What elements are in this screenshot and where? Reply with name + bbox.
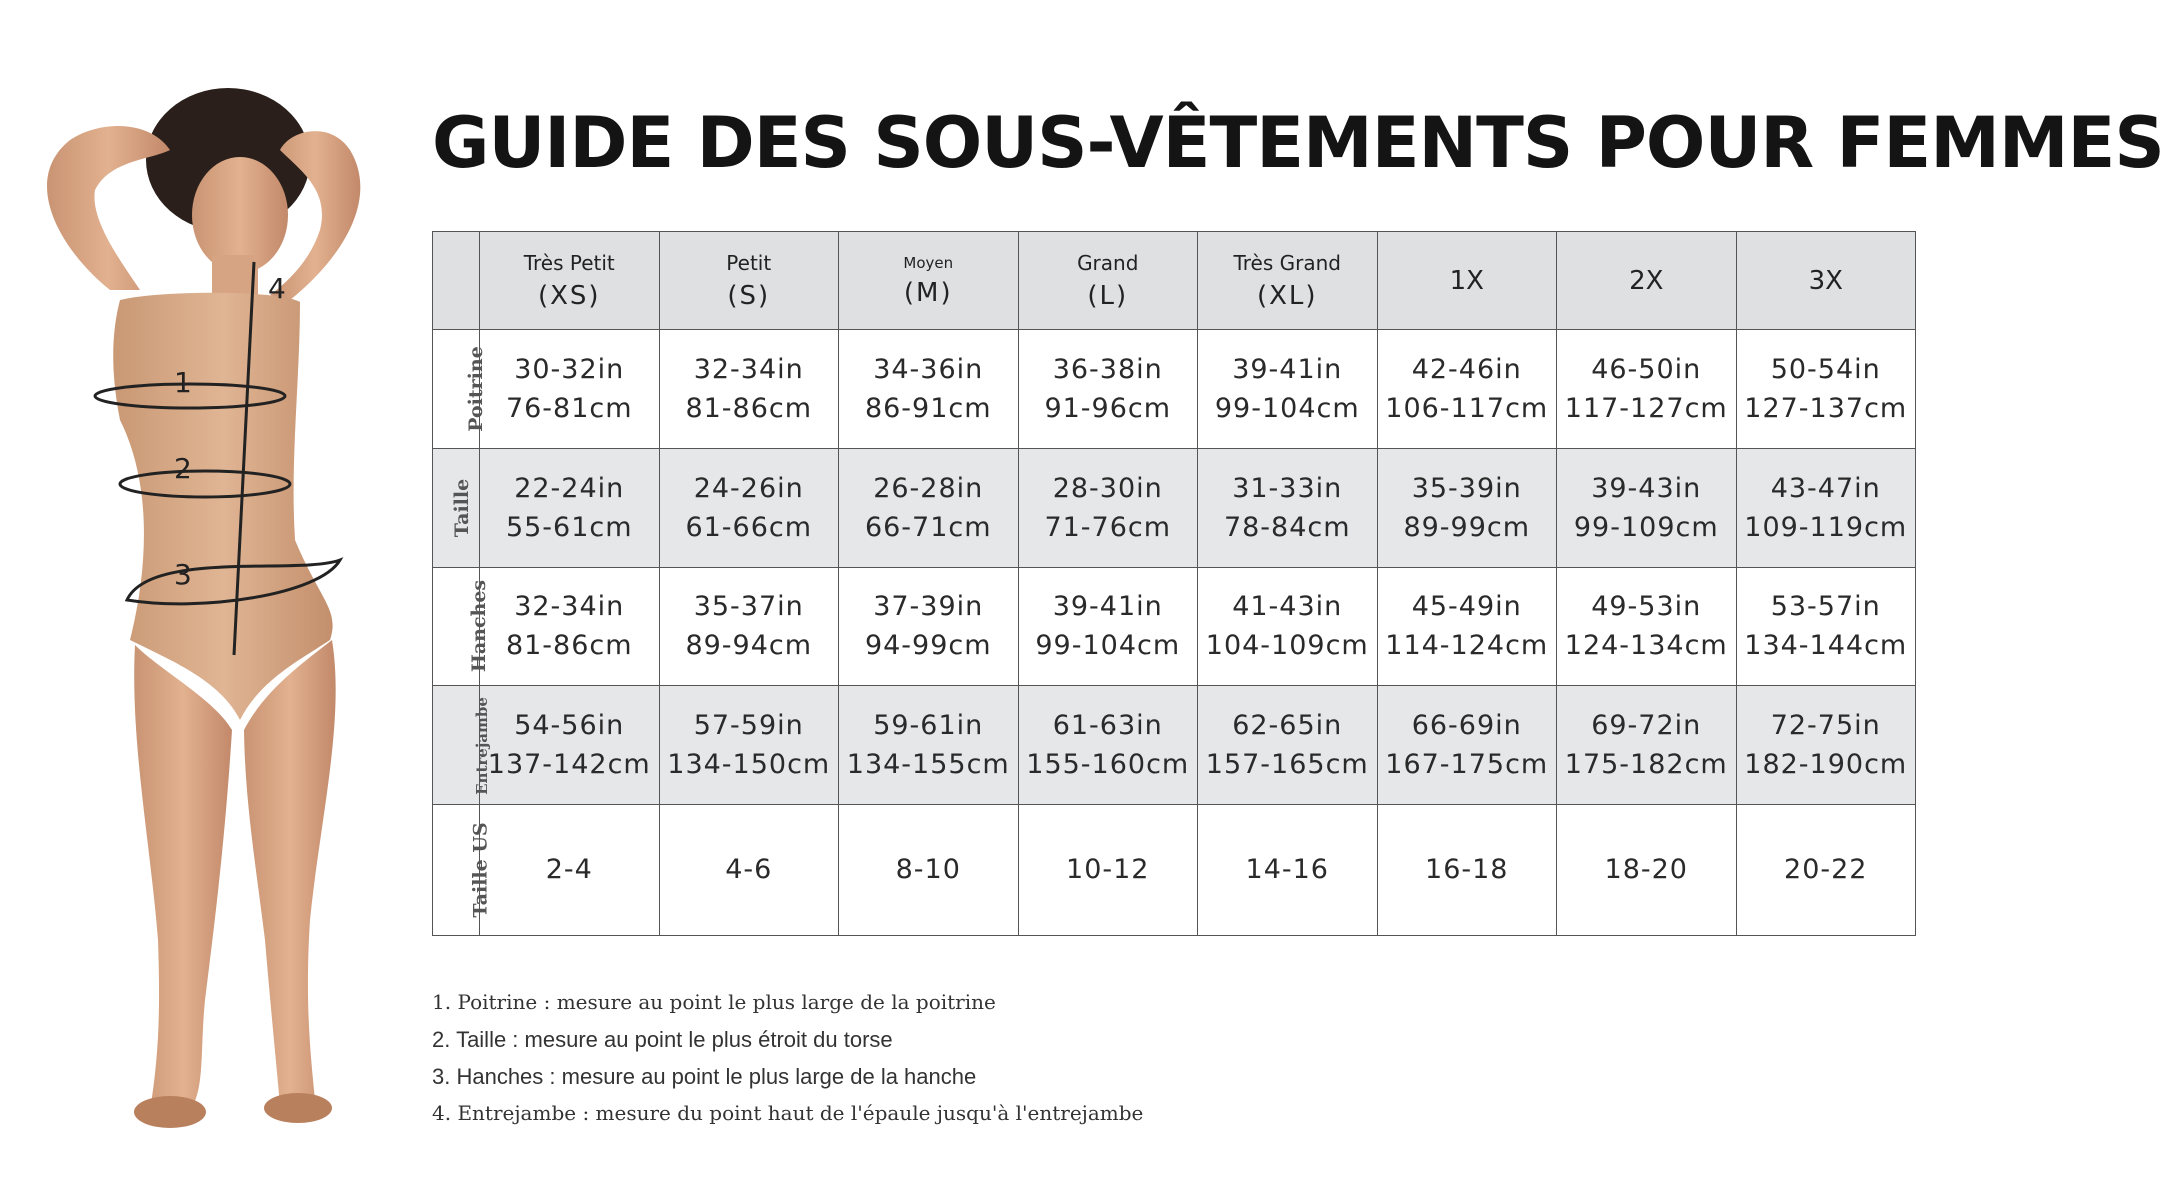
note-item: 3. Hanches : mesure au point le plus large de la hanche <box>432 1064 977 1089</box>
col-header-l <box>1018 232 1198 330</box>
value-cm: 61-66cm <box>685 511 813 543</box>
value-cm: 55-61cm <box>505 511 633 543</box>
table-cell <box>839 567 1019 686</box>
value-cm: 109-119cm <box>1744 511 1908 543</box>
corner-cell <box>433 232 480 330</box>
col-code: (S) <box>727 280 771 311</box>
col-name: 2X <box>1629 265 1664 296</box>
value-inches: 61-63in <box>1052 710 1163 742</box>
value-cm: 134-155cm <box>846 749 1010 781</box>
table-cell <box>1018 567 1198 686</box>
value-cm: 99-109cm <box>1573 511 1719 543</box>
row-label-cell <box>433 686 491 805</box>
value-inches: 66-69in <box>1411 710 1522 742</box>
table-row <box>433 567 1916 686</box>
value-inches: 36-38in <box>1052 353 1163 385</box>
table-cell <box>1557 686 1737 805</box>
row-label-cell <box>433 448 480 567</box>
value-inches: 35-39in <box>1411 472 1522 504</box>
table-cell <box>1736 330 1916 449</box>
table-cell <box>839 448 1019 567</box>
table-cell <box>480 448 660 567</box>
col-code: (XS) <box>537 280 601 311</box>
note-item: 4. Entrejambe : mesure du point haut de l'épaule jusqu'à l'entrejambe <box>432 1101 1144 1125</box>
us-size-cell: 10-12 <box>1018 805 1198 936</box>
value-cm: 99-104cm <box>1214 392 1360 424</box>
value-cm: 94-99cm <box>864 630 992 662</box>
table-cell <box>1198 567 1378 686</box>
value-cm: 81-86cm <box>685 392 813 424</box>
value-inches: 22-24in <box>514 472 625 504</box>
col-header-m <box>839 232 1019 330</box>
left-leg <box>134 645 232 1110</box>
left-arm <box>47 126 170 290</box>
table-cell <box>1198 686 1378 805</box>
value-inches: 39-43in <box>1591 472 1702 504</box>
row-label: Taille <box>451 478 474 537</box>
table-cell <box>1736 448 1916 567</box>
value-inches: 41-43in <box>1232 591 1343 623</box>
note-item: 1. Poitrine : mesure au point le plus large de la poitrine <box>432 990 996 1014</box>
value-inches: 32-34in <box>514 591 625 623</box>
table-cell <box>1018 330 1198 449</box>
col-name: Petit <box>726 250 772 275</box>
col-header-2x <box>1557 232 1737 330</box>
us-size-cell: 2-4 <box>480 805 660 936</box>
table-cell <box>839 686 1019 805</box>
value-cm: 134-144cm <box>1744 630 1908 662</box>
value-inches: 37-39in <box>873 591 984 623</box>
value-cm: 127-137cm <box>1744 392 1908 424</box>
value-inches: 62-65in <box>1232 710 1343 742</box>
row-label-cell <box>433 805 492 936</box>
model-measurement-figure <box>0 40 420 1140</box>
table-cell <box>1736 567 1916 686</box>
row-label: Hanches <box>468 580 491 673</box>
us-size-row <box>433 805 1916 936</box>
table-cell <box>1377 686 1557 805</box>
marker-4: 4 <box>268 272 286 305</box>
value-cm: 117-127cm <box>1564 392 1728 424</box>
table-cell <box>1736 686 1916 805</box>
table-cell <box>1198 448 1378 567</box>
value-cm: 104-109cm <box>1205 630 1369 662</box>
right-leg <box>244 640 336 1105</box>
value-cm: 106-117cm <box>1385 392 1549 424</box>
value-cm: 76-81cm <box>505 392 633 424</box>
table-cell <box>659 567 839 686</box>
value-cm: 134-150cm <box>667 749 831 781</box>
value-cm: 114-124cm <box>1385 630 1549 662</box>
row-label: Taille US <box>469 822 492 918</box>
size-header-row <box>433 232 1916 330</box>
col-name: Très Grand <box>1233 250 1341 275</box>
value-inches: 35-37in <box>693 591 804 623</box>
table-cell <box>480 686 660 805</box>
table-row <box>433 330 1916 449</box>
value-inches: 45-49in <box>1411 591 1522 623</box>
table-cell <box>839 330 1019 449</box>
col-header-3x <box>1736 232 1916 330</box>
table-row <box>433 686 1916 805</box>
row-label: Poitrine <box>464 346 487 432</box>
us-size-cell: 18-20 <box>1557 805 1737 936</box>
value-cm: 78-84cm <box>1223 511 1351 543</box>
table-cell <box>1018 448 1198 567</box>
value-cm: 137-142cm <box>487 749 651 781</box>
value-cm: 81-86cm <box>505 630 633 662</box>
value-inches: 54-56in <box>514 710 625 742</box>
table-row <box>433 448 1916 567</box>
value-cm: 155-160cm <box>1026 749 1190 781</box>
table-cell <box>1557 567 1737 686</box>
value-inches: 26-28in <box>873 472 984 504</box>
value-inches: 39-41in <box>1052 591 1163 623</box>
value-inches: 28-30in <box>1052 472 1163 504</box>
value-inches: 50-54in <box>1770 353 1881 385</box>
us-size-cell: 8-10 <box>839 805 1019 936</box>
table-cell <box>1557 448 1737 567</box>
marker-1: 1 <box>174 366 192 399</box>
value-inches: 57-59in <box>693 710 804 742</box>
col-header-s <box>659 232 839 330</box>
value-inches: 30-32in <box>514 353 625 385</box>
table-cell <box>1377 448 1557 567</box>
us-size-cell: 20-22 <box>1736 805 1916 936</box>
value-cm: 66-71cm <box>864 511 992 543</box>
left-shoe <box>134 1096 206 1128</box>
table-cell <box>1557 330 1737 449</box>
value-inches: 59-61in <box>873 710 984 742</box>
col-name: Très Petit <box>523 250 615 275</box>
col-code: (L) <box>1087 280 1129 311</box>
col-header-1x <box>1377 232 1557 330</box>
value-inches: 53-57in <box>1770 591 1881 623</box>
col-code: (M) <box>903 277 953 308</box>
value-cm: 89-94cm <box>685 630 813 662</box>
col-name: 1X <box>1449 265 1484 296</box>
col-code: (XL) <box>1256 280 1318 311</box>
value-inches: 43-47in <box>1770 472 1881 504</box>
right-shoe <box>264 1093 332 1123</box>
marker-2: 2 <box>174 452 192 485</box>
value-inches: 32-34in <box>693 353 804 385</box>
page-title: GUIDE DES SOUS-VÊTEMENTS POUR FEMMES <box>432 102 2164 184</box>
note-item: 2. Taille : mesure au point le plus étroit du torse <box>432 1027 893 1052</box>
value-cm: 71-76cm <box>1044 511 1172 543</box>
marker-3: 3 <box>174 558 192 591</box>
us-size-cell: 14-16 <box>1198 805 1378 936</box>
value-cm: 124-134cm <box>1564 630 1728 662</box>
table-cell <box>1377 567 1557 686</box>
size-chart-table <box>432 231 1916 936</box>
table-cell <box>480 567 660 686</box>
col-header-xs <box>480 232 660 330</box>
us-size-cell: 16-18 <box>1377 805 1557 936</box>
col-name: 3X <box>1808 265 1843 296</box>
value-cm: 175-182cm <box>1564 749 1728 781</box>
value-inches: 42-46in <box>1411 353 1522 385</box>
table-cell <box>659 330 839 449</box>
table-cell <box>659 448 839 567</box>
value-inches: 72-75in <box>1770 710 1881 742</box>
col-name: Moyen <box>903 253 954 272</box>
table-cell <box>1377 330 1557 449</box>
value-inches: 24-26in <box>693 472 804 504</box>
row-label-cell <box>433 330 487 449</box>
value-inches: 31-33in <box>1232 472 1343 504</box>
col-header-xl <box>1198 232 1378 330</box>
value-inches: 39-41in <box>1232 353 1343 385</box>
row-label: Entrejambe <box>472 696 491 795</box>
value-cm: 91-96cm <box>1044 392 1172 424</box>
value-cm: 89-99cm <box>1403 511 1531 543</box>
value-inches: 49-53in <box>1591 591 1702 623</box>
measurement-notes <box>432 984 1143 1132</box>
value-cm: 99-104cm <box>1035 630 1181 662</box>
table-cell <box>659 686 839 805</box>
table-cell <box>1198 330 1378 449</box>
value-inches: 46-50in <box>1591 353 1702 385</box>
value-cm: 86-91cm <box>864 392 992 424</box>
value-cm: 182-190cm <box>1744 749 1908 781</box>
table-cell <box>1018 686 1198 805</box>
us-size-cell: 4-6 <box>659 805 839 936</box>
col-name: Grand <box>1077 250 1139 275</box>
value-cm: 167-175cm <box>1385 749 1549 781</box>
value-inches: 34-36in <box>873 353 984 385</box>
value-inches: 69-72in <box>1591 710 1702 742</box>
value-cm: 157-165cm <box>1205 749 1369 781</box>
row-label-cell <box>433 567 491 686</box>
table-cell <box>480 330 660 449</box>
